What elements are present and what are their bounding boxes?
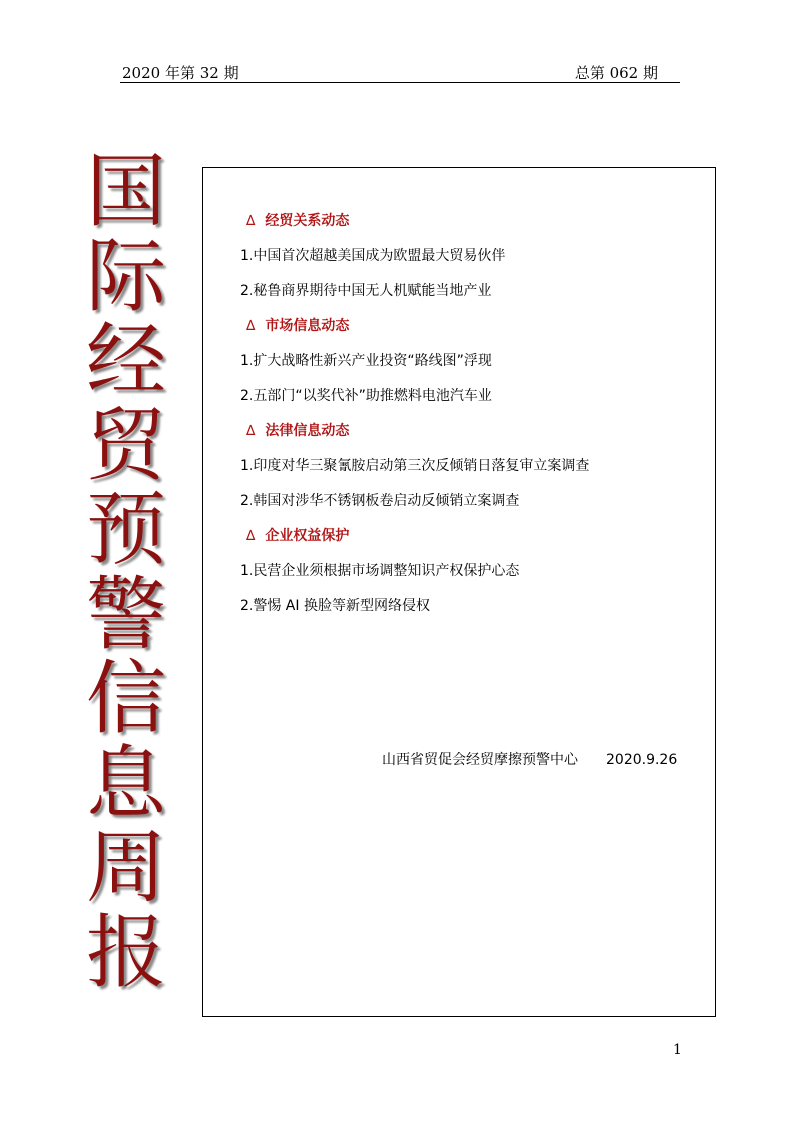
publish-date: 2020.9.26 — [606, 752, 678, 768]
title-char: 周 — [86, 821, 166, 914]
title-char: 贸 — [86, 398, 166, 492]
section-heading — [246, 525, 349, 545]
total-issue-number: 总第 062 期 — [574, 64, 658, 82]
page-number: 1 — [673, 1042, 682, 1058]
section-title: 企业权益保护 — [265, 528, 350, 544]
section-heading — [246, 210, 349, 230]
contents-item[interactable]: 2.秘鲁商界期待中国无人机赋能当地产业 — [240, 283, 492, 299]
publisher-name: 山西省贸促会经贸摩擦预警中心 — [382, 752, 578, 768]
title-char: 经 — [86, 314, 166, 407]
triangle-icon: ∆ — [246, 318, 256, 334]
section-title: 法律信息动态 — [265, 423, 350, 439]
triangle-icon: ∆ — [246, 423, 256, 439]
section-title: 市场信息动态 — [265, 318, 350, 334]
contents-item[interactable]: 1.印度对华三聚氰胺启动第三次反倾销日落复审立案调查 — [240, 458, 590, 474]
title-char: 息 — [86, 736, 166, 830]
title-char: 国 — [86, 145, 166, 238]
publisher-line — [382, 749, 677, 769]
title-char: 信 — [86, 652, 166, 745]
issue-number: 2020 年第 32 期 — [122, 64, 239, 82]
section-heading — [246, 420, 349, 440]
section-heading — [246, 315, 349, 335]
section-title: 经贸关系动态 — [265, 213, 350, 229]
contents-item[interactable]: 2.韩国对涉华不锈钢板卷启动反倾销立案调查 — [240, 493, 520, 509]
contents-item[interactable]: 1.中国首次超越美国成为欧盟最大贸易伙伴 — [240, 248, 506, 264]
title-char: 警 — [86, 567, 166, 661]
page-header — [120, 62, 680, 83]
contents-item[interactable]: 1.民营企业须根据市场调整知识产权保护心态 — [240, 563, 520, 579]
contents-item[interactable]: 1.扩大战略性新兴产业投资“路线图”浮现 — [240, 353, 492, 369]
title-char: 预 — [86, 483, 166, 576]
contents-item[interactable]: 2.警惕 AI 换脸等新型网络侵权 — [240, 598, 430, 614]
triangle-icon: ∆ — [246, 528, 256, 544]
title-char: 际 — [86, 229, 166, 323]
triangle-icon: ∆ — [246, 213, 256, 229]
vertical-title — [76, 145, 176, 999]
title-char: 报 — [86, 905, 166, 999]
contents-item[interactable]: 2.五部门“以奖代补”助推燃料电池汽车业 — [240, 388, 492, 404]
